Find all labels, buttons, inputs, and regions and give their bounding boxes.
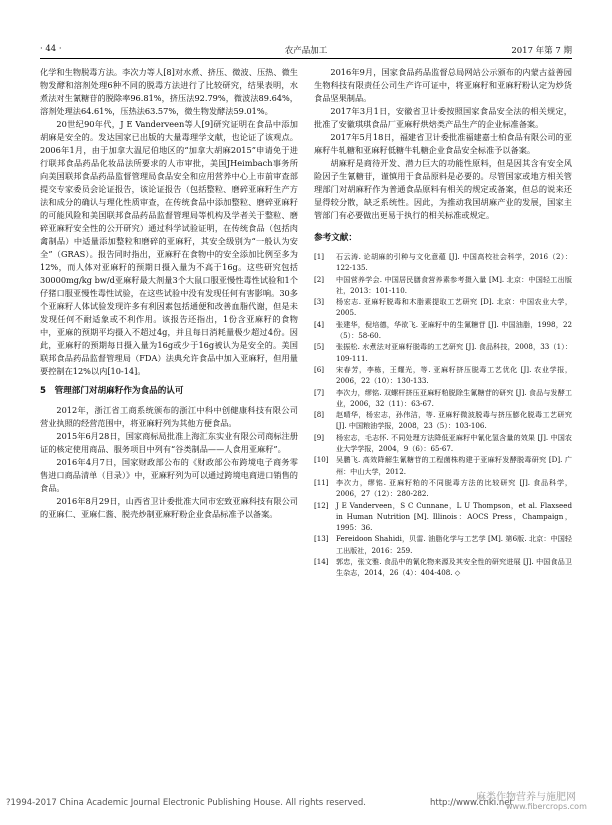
reference-number: [9] (314, 432, 325, 442)
reference-number: [5] (314, 342, 325, 352)
reference-number: [12] (314, 500, 329, 510)
reference-text: J E Vanderveen，S C Cunnane，L U Thompson，et al. Flaxseed in Human Nutrition [M]. Illinois：AOCS Press，Champaign，1995：36. (336, 500, 572, 533)
footer-url[interactable]: http://www.cnki.net (430, 798, 513, 808)
reference-text: 中国营养学会. 中国居民膳食营养素参考摄入量 [M]. 北京：中国轻工出版社，2013：101-110. (336, 274, 572, 295)
reference-list (314, 251, 572, 579)
reference-text: 杨宏志. 亚麻籽脱毒和木脂素提取工艺研究 [D]. 北京：中国农业大学，2005. (336, 297, 572, 318)
paragraph: 2015年6月28日，国家商标局批准上海汇东实业有限公司商标注册证的核定使用商品、服务项目中列有“谷类制品——人食用亚麻籽”。 (40, 431, 298, 454)
paragraph: 化学和生物脱毒方法。李次力等人[8]对水煮、挤压、微波、压热、微生物发酵和溶剂处理6种不同的脱毒方法进行了比较研究，结果表明，水煮法对生氰糖苷的脱除率96.81%，挤压法92.79%，微波法89.64%，溶剂处理法64.61%，压热法63.57%，微生物发酵法59.01%。 (40, 67, 298, 116)
reference-number: [8] (314, 410, 325, 420)
paragraph: 2017年5月18日，福建省卫计委批准福建嘉士柏食品有限公司的亚麻籽牛轧糖和亚麻籽低糖牛轧糖企业食品安全标准予以备案。 (314, 132, 572, 155)
copyright-notice: ?1994-2017 China Academic Journal Electronic Publishing House. All rights reserved. (6, 798, 366, 808)
reference-number: [2] (314, 274, 325, 284)
paragraph: 2016年8月29日，山西省卫计委批准大同市宏致亚麻科技有限公司的亚麻仁、亚麻仁酱、脱壳炒制亚麻籽粉企业食品标准予以备案。 (40, 496, 298, 519)
reference-number: [1] (314, 252, 325, 261)
reference-item (314, 251, 572, 274)
right-column (314, 66, 572, 579)
reference-item (314, 364, 572, 387)
reference-item (314, 454, 572, 477)
reference-item (314, 477, 572, 500)
paragraph: 2012年，浙江省工商系统颁布的浙江中科中创健康科技有限公司营业执照的经营范围中，将亚麻籽列为其他方便食品。 (40, 405, 298, 428)
reference-text: Fereidoon Shahidi，贝雷. 油脂化学与工艺学 [M]. 第6版. 北京：中国轻工出版社，2016：259. (336, 534, 572, 555)
reference-text: 吴鹏飞. 高效降解生氰糖苷的工程菌株构建于亚麻籽发酵脱毒研究 [D]. 广州：中山大学，2012. (336, 455, 572, 476)
reference-item (314, 432, 572, 455)
reference-text: 宋春芳，李栋，王耀光，等. 亚麻籽挤压脱毒工艺优化 [J]. 农业学报，2006，22（10）：130-133. (336, 364, 572, 386)
watermark-url: www.fibercrops.com (506, 802, 587, 811)
reference-text: 杨宏志，毛志怀. 不同处理方法降低亚麻籽中氰化氢含量的效果 [J]. 中国农业大学学报，2004，9（6）：65-67. (336, 432, 572, 454)
reference-number: [6] (314, 364, 325, 374)
watermark-text: 麻类作物营养与施肥网 (476, 792, 576, 803)
paragraph: 2017年3月1日，安徽省卫计委按照国家食品安全法的相关规定，批准了安徽琪琪食品厂亚麻籽烘焙类产品生产的企业标准备案。 (314, 106, 572, 129)
running-header (40, 44, 572, 59)
reference-number: [3] (314, 297, 325, 307)
reference-item (314, 341, 572, 364)
paragraph: 2016年4月7日，国家财政部公布的《财政部公布跨境电子商务零售进口商品清单（目录）》中，亚麻籽列为可以通过跨境电商进口销售的食品。 (40, 457, 298, 493)
references-heading: 参考文献： (314, 233, 357, 243)
journal-name: 农产品加工 (284, 46, 328, 56)
reference-text: 张建华，倪培德，华欲飞. 亚麻籽中的生氰糖苷 [J]. 中国油脂，1998，22（5）：58-60. (336, 319, 572, 341)
reference-text: 李次力，缪铭. 亚麻籽粕的不同脱毒方法的比较研究 [J]. 食品科学，2006，27（12）：280-282. (336, 477, 572, 499)
reference-number: [11] (314, 477, 329, 487)
reference-number: [7] (314, 387, 325, 397)
reference-item (314, 533, 572, 556)
reference-item (314, 500, 572, 534)
reference-number: [14] (314, 557, 329, 567)
reference-item (314, 274, 572, 297)
reference-item (314, 387, 572, 410)
left-column (40, 66, 298, 521)
reference-item (314, 296, 572, 319)
reference-number: [10] (314, 455, 329, 465)
page-number: · 44 · (40, 44, 62, 54)
reference-number: [13] (314, 534, 329, 544)
reference-item (314, 409, 572, 432)
reference-text: 郭忠，张文雅. 食品中的氰化物来源及其安全性的研究进展 [J]. 中国食品卫生杂志，2014，26（4）：404-408. ◇ (336, 557, 572, 578)
section-heading: 5 管理部门对胡麻籽作为食品的认可 (40, 386, 184, 396)
reference-text: 石云涛. 论胡麻的引种与文化意蕴 [J]. 中国高校社会科学，2016（2）：122-135. (336, 252, 572, 273)
issue-label: 2017 年第 7 期 (511, 46, 572, 56)
reference-number: [4] (314, 319, 325, 329)
paragraph: 2016年9月，国家食品药品监督总局网站公示颁布的内蒙古益善园生物科技有限责任公司生产许可证中，将亚麻籽和亚麻籽粉认定为炒货食品坚果制品。 (314, 67, 572, 103)
paragraph: 胡麻籽是商待开发、潜力巨大的功能性原料，但是因其含有安全风险因子生氰糖苷，谨慎用于食品原料是必要的。尽管国家或地方相关管理部门对胡麻籽作为普通食品原料有相关的规定或备案，但总的说来还显得较分散，缺乏系统性。因此，为推动我国胡麻产业的发展，国家主管部门有必要做出更易于执行的相关标准或规定。 (314, 158, 572, 220)
reference-text: 赵晴华，杨宏志，孙伟洁，等. 亚麻籽微波脱毒与挤压膨化脱毒工艺研究 [J]. 中国粮油学报，2008，23（5）：103-106. (336, 410, 572, 431)
paragraph: 20世纪90年代，J E Vanderveen等人[9]研究证明在食品中添加胡麻是安全的。发达国家已出版的大量毒理学文献，也论证了该观点。2006年1月，由于加拿大温尼伯地区的“加拿大胡麻2015”申请免于进行联邦食品药品化妆品法所要求的人市审批，美国JHeimbach事务所向美国联邦食品药品监督管理局食品安全和应用营养中心上市前审查部提交专家委员会论证报告，该论证报告（包括整粒、磨碎亚麻籽生产方法和成分的确认与理化性质审查，在传统食品中添加整粒、磨碎亚麻籽的可能风险和美国联邦食品药品监督管理局等机构及学者关于整粒、磨碎亚麻籽安全性的公开研究）通过科学试验证明，在传统食品（包括肉禽制品）中适量添加整粒和磨碎的亚麻籽，其安全级别为“一般认为安全”（GRAS）。报告同时指出，亚麻籽在食物中的安全添加比例至多为12%，而人体对亚麻籽的预期日摄入量为不高于16g。这些研究包括30000mg/kg bw/d亚麻籽最大剂量3个大鼠口服亚慢性毒性试验和1个仔猪口服亚慢性毒性试验，在这些试验中没有发现任何有害影响。30多个亚麻籽人体试验发现许多有利因素包括通便和改善血脂代谢，但是未发现任何不耐适象或不利作用。该报告还指出，1份含亚麻籽的食物中，亚麻的预期平均摄入不超过4g，并且每日消耗量极少超过4份。因此，亚麻籽的预期每日摄入量为16g或少于16g被认为是安全的。美国联邦食品药品监督管理局（FDA）法典允许食品中加入亚麻籽，但用量要控制在12%以内[10-14]。 (40, 119, 298, 376)
reference-item (314, 556, 572, 579)
reference-text: 张振松. 水煮法对亚麻籽脱毒的工艺研究 [J]. 食品科技，2008，33（1）：109-111. (336, 342, 572, 363)
reference-item (314, 319, 572, 342)
reference-text: 李次力，缪铭. 双螺杆挤压亚麻籽粕脱除生氰糖苷的研究 [J]. 食品与发酵工业，2006，32（11）：63-67. (336, 387, 572, 408)
